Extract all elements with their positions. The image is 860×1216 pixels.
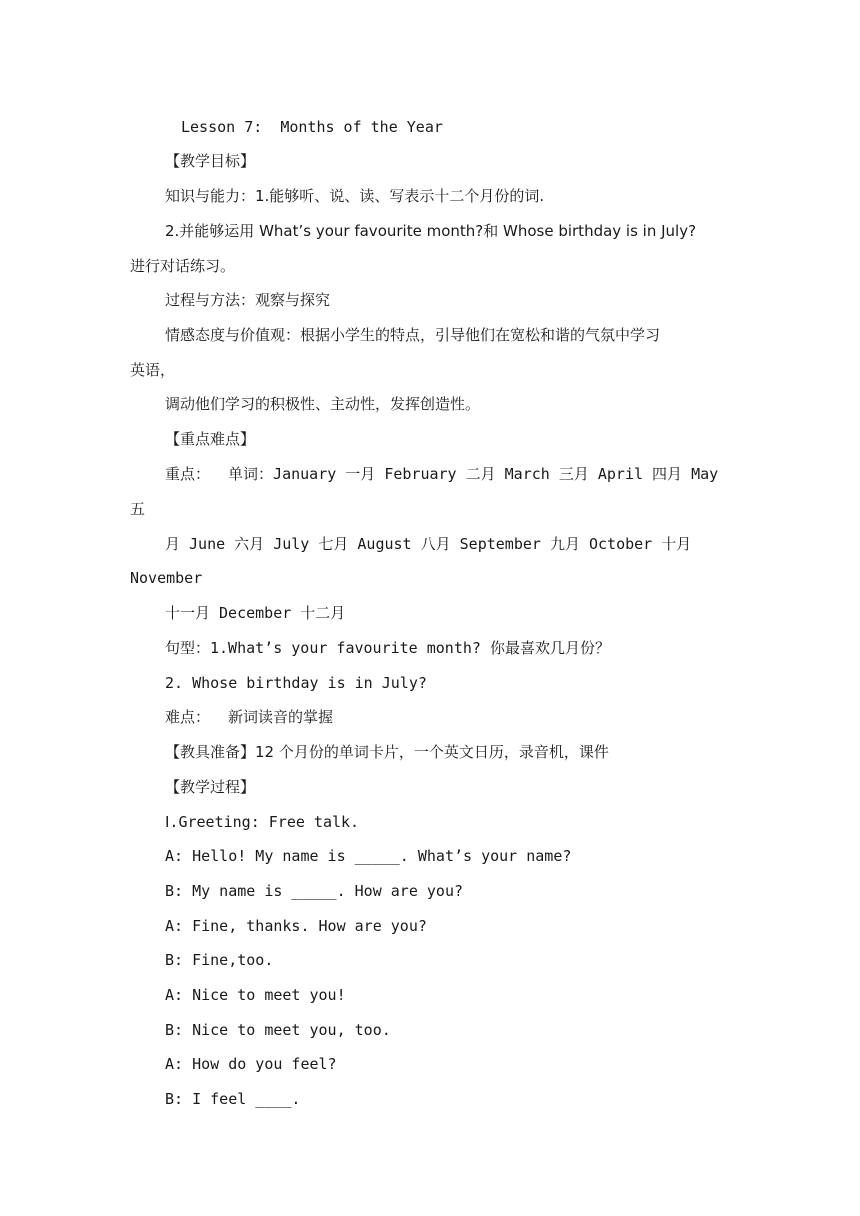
text-line: 难点： 新词读音的掌握	[165, 708, 334, 726]
dialogue-line: B: My name is _____. How are you?	[165, 882, 464, 900]
text-line: 过程与方法：观察与探究	[165, 291, 331, 309]
text-line: November	[130, 569, 203, 587]
text-line: 进行对话练习。	[130, 257, 236, 275]
text-line: 2.并能够运用 What’s your favourite month?和 Whose birthday is in July?	[165, 222, 697, 240]
lesson-title: Lesson 7: Months of the Year	[181, 118, 443, 136]
dialogue-line: B: Nice to meet you, too.	[165, 1021, 391, 1039]
section-heading-materials: 【教具准备】12 个月份的单词卡片，一个英文日历，录音机，课件	[165, 743, 609, 761]
dialogue-line: A: How do you feel?	[165, 1055, 337, 1073]
dialogue-line: B: Fine,too.	[165, 951, 274, 969]
dialogue-line: A: Nice to meet you!	[165, 986, 346, 1004]
text-line: Ⅰ.Greeting: Free talk.	[165, 813, 360, 831]
text-line: 2. Whose birthday is in July?	[165, 674, 427, 692]
text-line: 五	[130, 500, 146, 518]
text-line: 重点： 单词：January 一月 February 二月 March 三月 April 四月 May	[165, 465, 719, 483]
dialogue-line: A: Hello! My name is _____. What’s your name?	[165, 847, 572, 865]
section-heading-key-points: 【重点难点】	[165, 430, 256, 448]
text-line: 句型：1.What’s your favourite month? 你最喜欢几月份？	[165, 639, 610, 657]
section-heading-objectives: 【教学目标】	[165, 152, 256, 170]
text-line: 知识与能力：1.能够听、说、读、写表示十二个月份的词.	[165, 187, 545, 205]
section-heading-process: 【教学过程】	[165, 778, 256, 796]
dialogue-line: A: Fine, thanks. How are you?	[165, 917, 427, 935]
text-line: 情感态度与价值观：根据小学生的特点，引导他们在宽松和谐的气氛中学习	[165, 326, 661, 344]
text-line: 调动他们学习的积极性、主动性，发挥创造性。	[165, 395, 481, 413]
dialogue-line: B: I feel ____.	[165, 1090, 301, 1108]
text-line: 英语，	[130, 361, 176, 379]
text-line: 月 June 六月 July 七月 August 八月 September 九月 October 十月	[165, 535, 692, 553]
text-line: 十一月 December 十二月	[165, 604, 346, 622]
